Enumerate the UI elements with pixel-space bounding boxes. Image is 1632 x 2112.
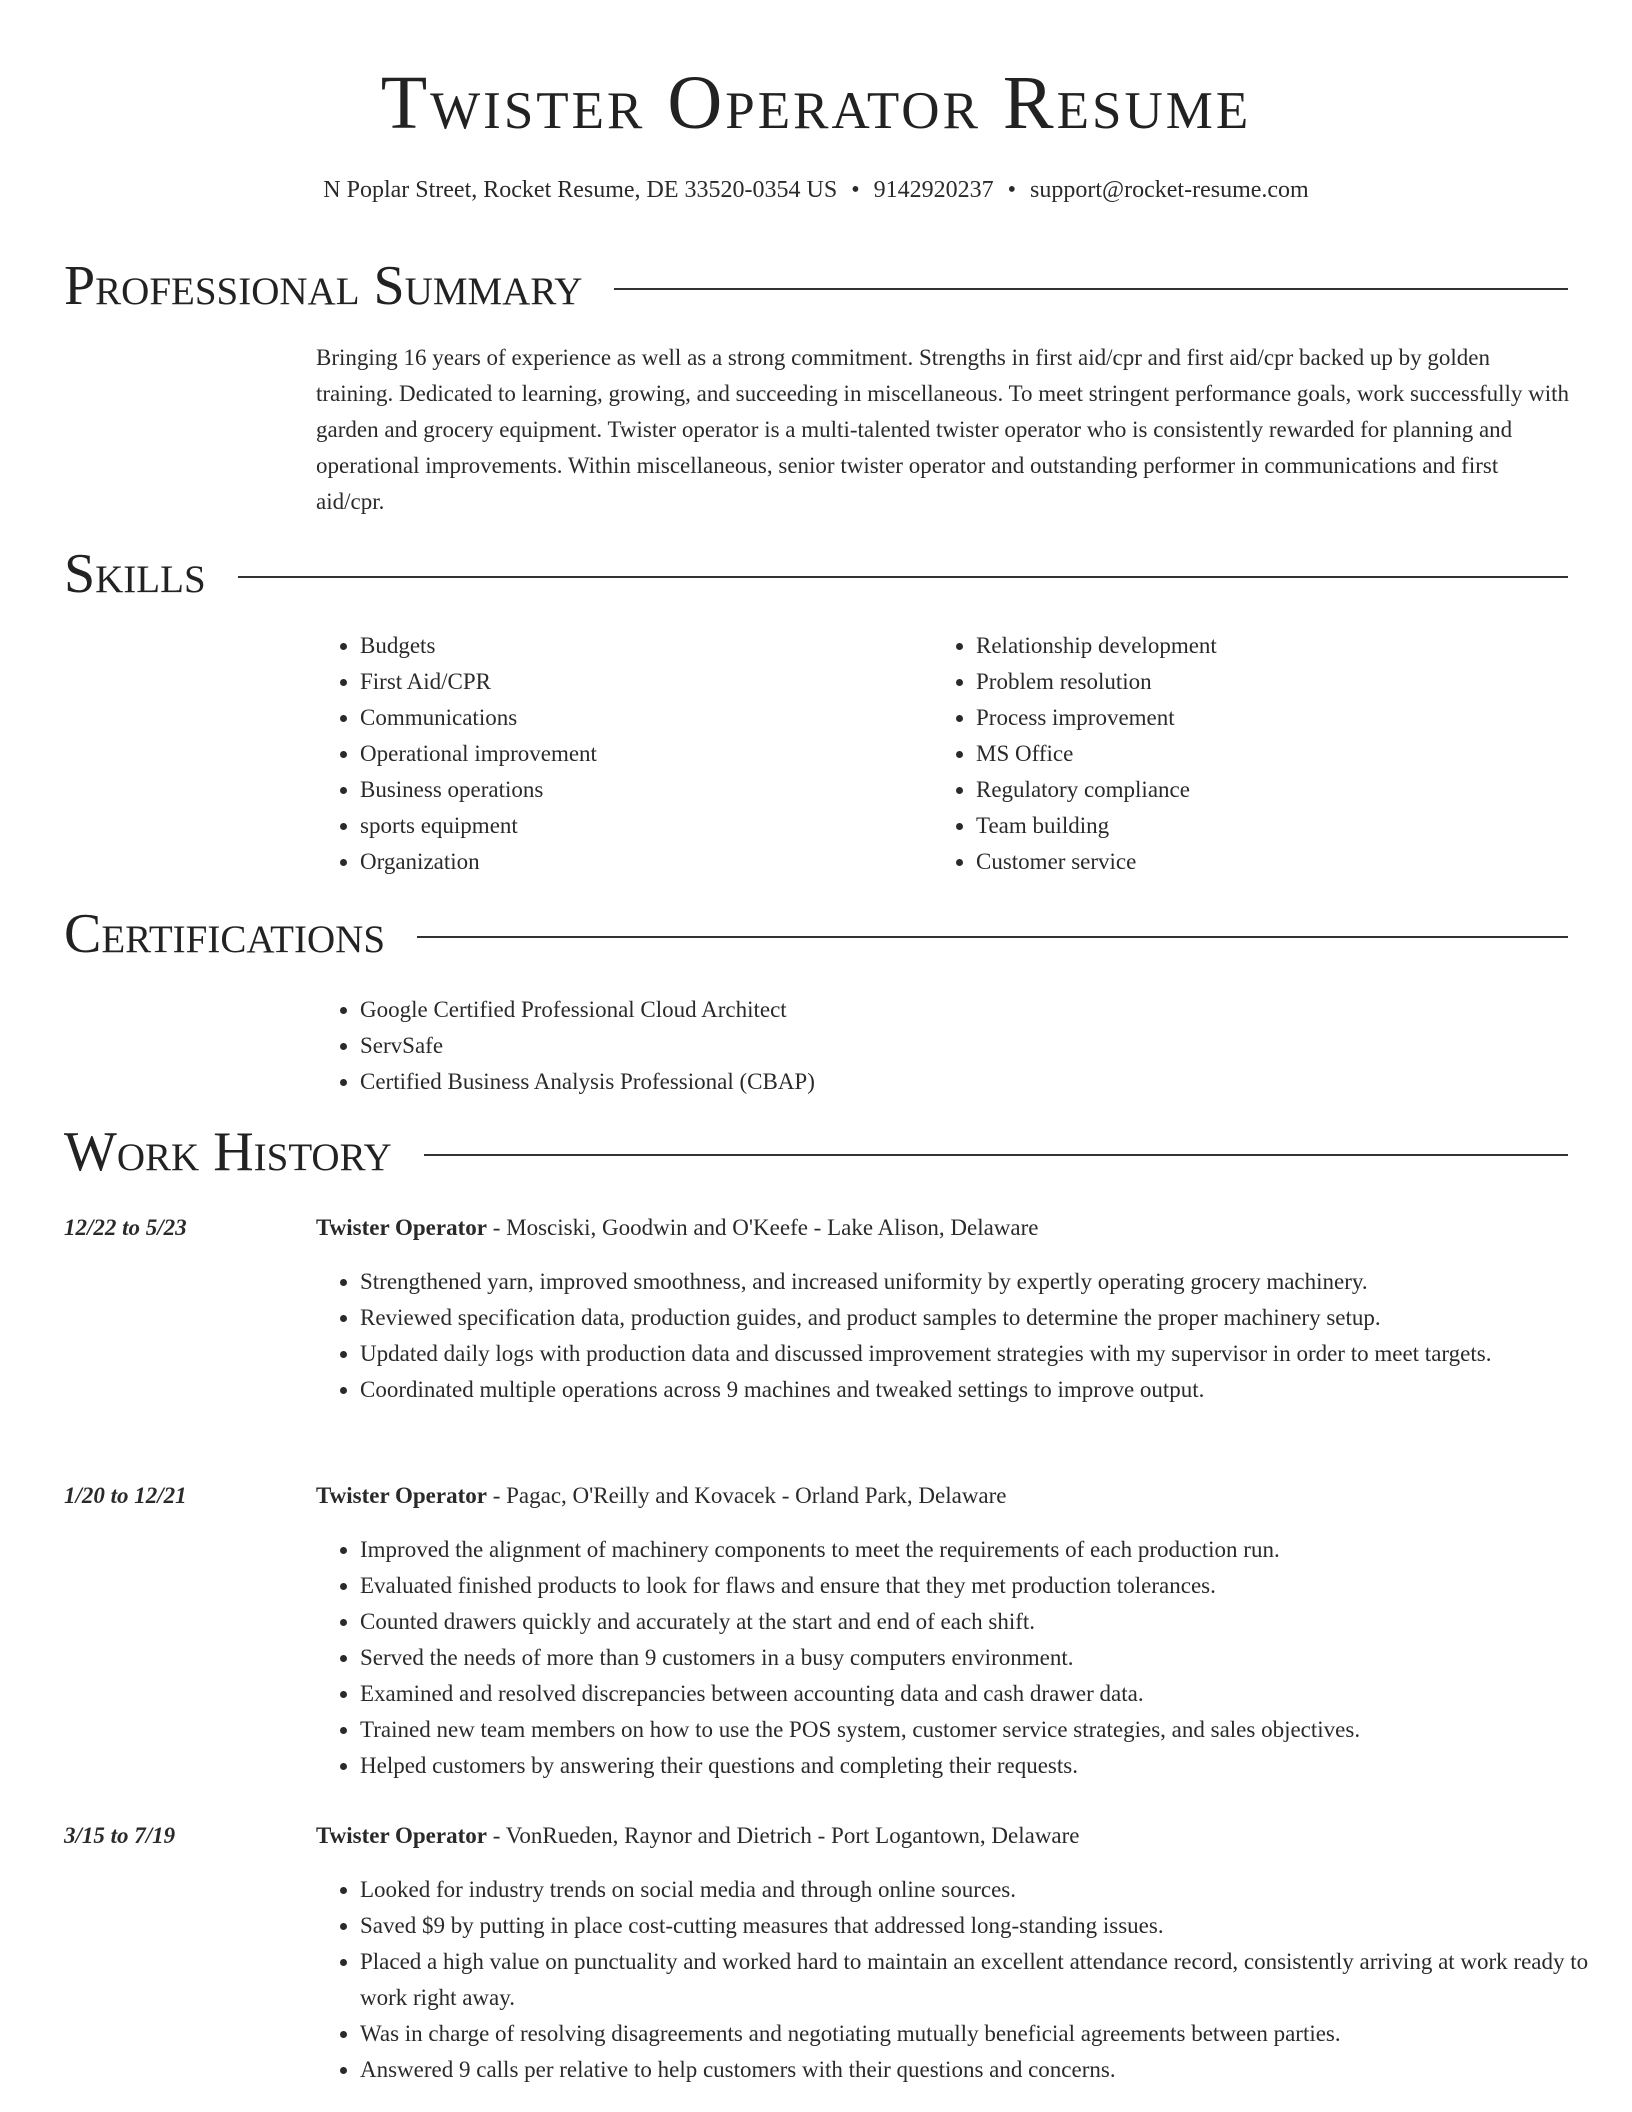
- certifications-heading: Certifications: [64, 903, 386, 965]
- phone: 9142920237: [873, 177, 994, 203]
- job-heading: [316, 1210, 1039, 1246]
- certification-item: • ServSafe: [360, 1028, 1616, 1064]
- job-bullet: • Answered 9 calls per relative to help customers with their questions and concerns.: [360, 2052, 1616, 2088]
- job-bullets: [316, 1532, 1616, 1784]
- job-title: Twister Operator: [316, 1823, 487, 1848]
- job-dates: 12/22 to 5/23: [64, 1215, 187, 1240]
- job-title: Twister Operator: [316, 1483, 487, 1508]
- address: N Poplar Street, Rocket Resume, DE 33520-0354 US: [323, 177, 838, 203]
- skill-item: • Budgets: [360, 628, 920, 664]
- certification-item: • Google Certified Professional Cloud Architect: [360, 992, 1616, 1028]
- separator-dot: •: [851, 177, 860, 203]
- certifications-list: [316, 992, 1616, 1100]
- job-bullet: • Evaluated finished products to look for flaws and ensure that they met production tolerances.: [360, 1568, 1616, 1604]
- job-bullet: • Helped customers by answering their questions and completing their requests.: [360, 1748, 1616, 1784]
- job-employer: - Pagac, O'Reilly and Kovacek - Orland Park, Delaware: [486, 1483, 1007, 1508]
- skills-section-header: [64, 542, 1568, 606]
- summary-text: Bringing 16 years of experience as well as a strong commitment. Strengths in first aid/cpr and first aid/cpr backed up by golden training. Dedicated to learning, growing, and succeeding in miscellaneous. To meet stringent performance goals, work successfully with garden and grocery equipment. Twister operator is a multi-talented twister operator who is consistently rewarded for planning and operational improvements. Within miscellaneous, senior twister operator and outstanding performer in communications and first aid/cpr.: [316, 345, 1570, 514]
- skill-item: • Organization: [360, 844, 920, 880]
- job-bullet: • Counted drawers quickly and accurately at the start and end of each shift.: [360, 1604, 1616, 1640]
- skill-item: • Business operations: [360, 772, 920, 808]
- skill-item: • Communications: [360, 700, 920, 736]
- resume-title: Twister Operator Resume: [380, 61, 1252, 145]
- skills-heading: Skills: [64, 543, 206, 605]
- section-rule: [238, 576, 1568, 578]
- job-bullet: • Was in charge of resolving disagreements and negotiating mutually beneficial agreements between parties.: [360, 2016, 1616, 2052]
- summary-section-header: [64, 254, 1568, 318]
- job-bullet: • Trained new team members on how to use the POS system, customer service strategies, and sales objectives.: [360, 1712, 1616, 1748]
- job-heading: [316, 1818, 1080, 1854]
- certifications-section-header: [64, 902, 1568, 966]
- job-bullet: • Looked for industry trends on social media and through online sources.: [360, 1872, 1616, 1908]
- work-history-section-header: [64, 1120, 1568, 1184]
- job-employer: - Mosciski, Goodwin and O'Keefe - Lake Alison, Delaware: [486, 1215, 1039, 1240]
- skill-item: • Operational improvement: [360, 736, 920, 772]
- job-bullet: • Placed a high value on punctuality and worked hard to maintain an excellent attendance record, consistently arriving at work ready to work right away.: [360, 1944, 1616, 2016]
- job-heading: [316, 1478, 1007, 1514]
- skill-item: • Process improvement: [976, 700, 1616, 736]
- contact-line: [0, 174, 1632, 206]
- separator-dot: •: [1007, 177, 1017, 203]
- skill-item: • MS Office: [976, 736, 1616, 772]
- skill-item: • sports equipment: [360, 808, 920, 844]
- skill-item: • Relationship development: [976, 628, 1616, 664]
- section-rule: [424, 1154, 1568, 1156]
- job-bullet: • Reviewed specification data, production guides, and product samples to determine the proper machinery setup.: [360, 1300, 1616, 1336]
- job-bullet: • Improved the alignment of machinery components to meet the requirements of each production run.: [360, 1532, 1616, 1568]
- work-history-heading: Work History: [64, 1121, 392, 1183]
- job-bullet: • Updated daily logs with production data and discussed improvement strategies with my supervisor in order to meet targets.: [360, 1336, 1616, 1372]
- skill-item: • Problem resolution: [976, 664, 1616, 700]
- job-bullet: • Strengthened yarn, improved smoothness, and increased uniformity by expertly operating grocery machinery.: [360, 1264, 1616, 1300]
- skill-item: • Customer service: [976, 844, 1616, 880]
- section-rule: [417, 936, 1568, 938]
- job-bullet: • Served the needs of more than 9 customers in a busy computers environment.: [360, 1640, 1616, 1676]
- job-bullet: • Coordinated multiple operations across 9 machines and tweaked settings to improve output.: [360, 1372, 1616, 1408]
- job-employer: - VonRueden, Raynor and Dietrich - Port Logantown, Delaware: [486, 1823, 1080, 1848]
- skill-item: • First Aid/CPR: [360, 664, 920, 700]
- email: support@rocket-resume.com: [1030, 177, 1309, 203]
- skills-list-right: [932, 628, 1616, 880]
- skill-item: • Team building: [976, 808, 1616, 844]
- section-rule: [614, 288, 1568, 290]
- skill-item: • Regulatory compliance: [976, 772, 1616, 808]
- job-bullets: [316, 1872, 1616, 2088]
- job-dates: 3/15 to 7/19: [64, 1823, 176, 1848]
- job-bullet: • Saved $9 by putting in place cost-cutting measures that addressed long-standing issues.: [360, 1908, 1616, 1944]
- skills-list-left: [316, 628, 920, 880]
- job-bullet: • Examined and resolved discrepancies between accounting data and cash drawer data.: [360, 1676, 1616, 1712]
- summary-heading: Professional Summary: [64, 255, 583, 317]
- certification-item: • Certified Business Analysis Professional (CBAP): [360, 1064, 1616, 1100]
- job-bullets: [316, 1264, 1616, 1408]
- job-title: Twister Operator: [316, 1215, 487, 1240]
- job-dates: 1/20 to 12/21: [64, 1483, 187, 1508]
